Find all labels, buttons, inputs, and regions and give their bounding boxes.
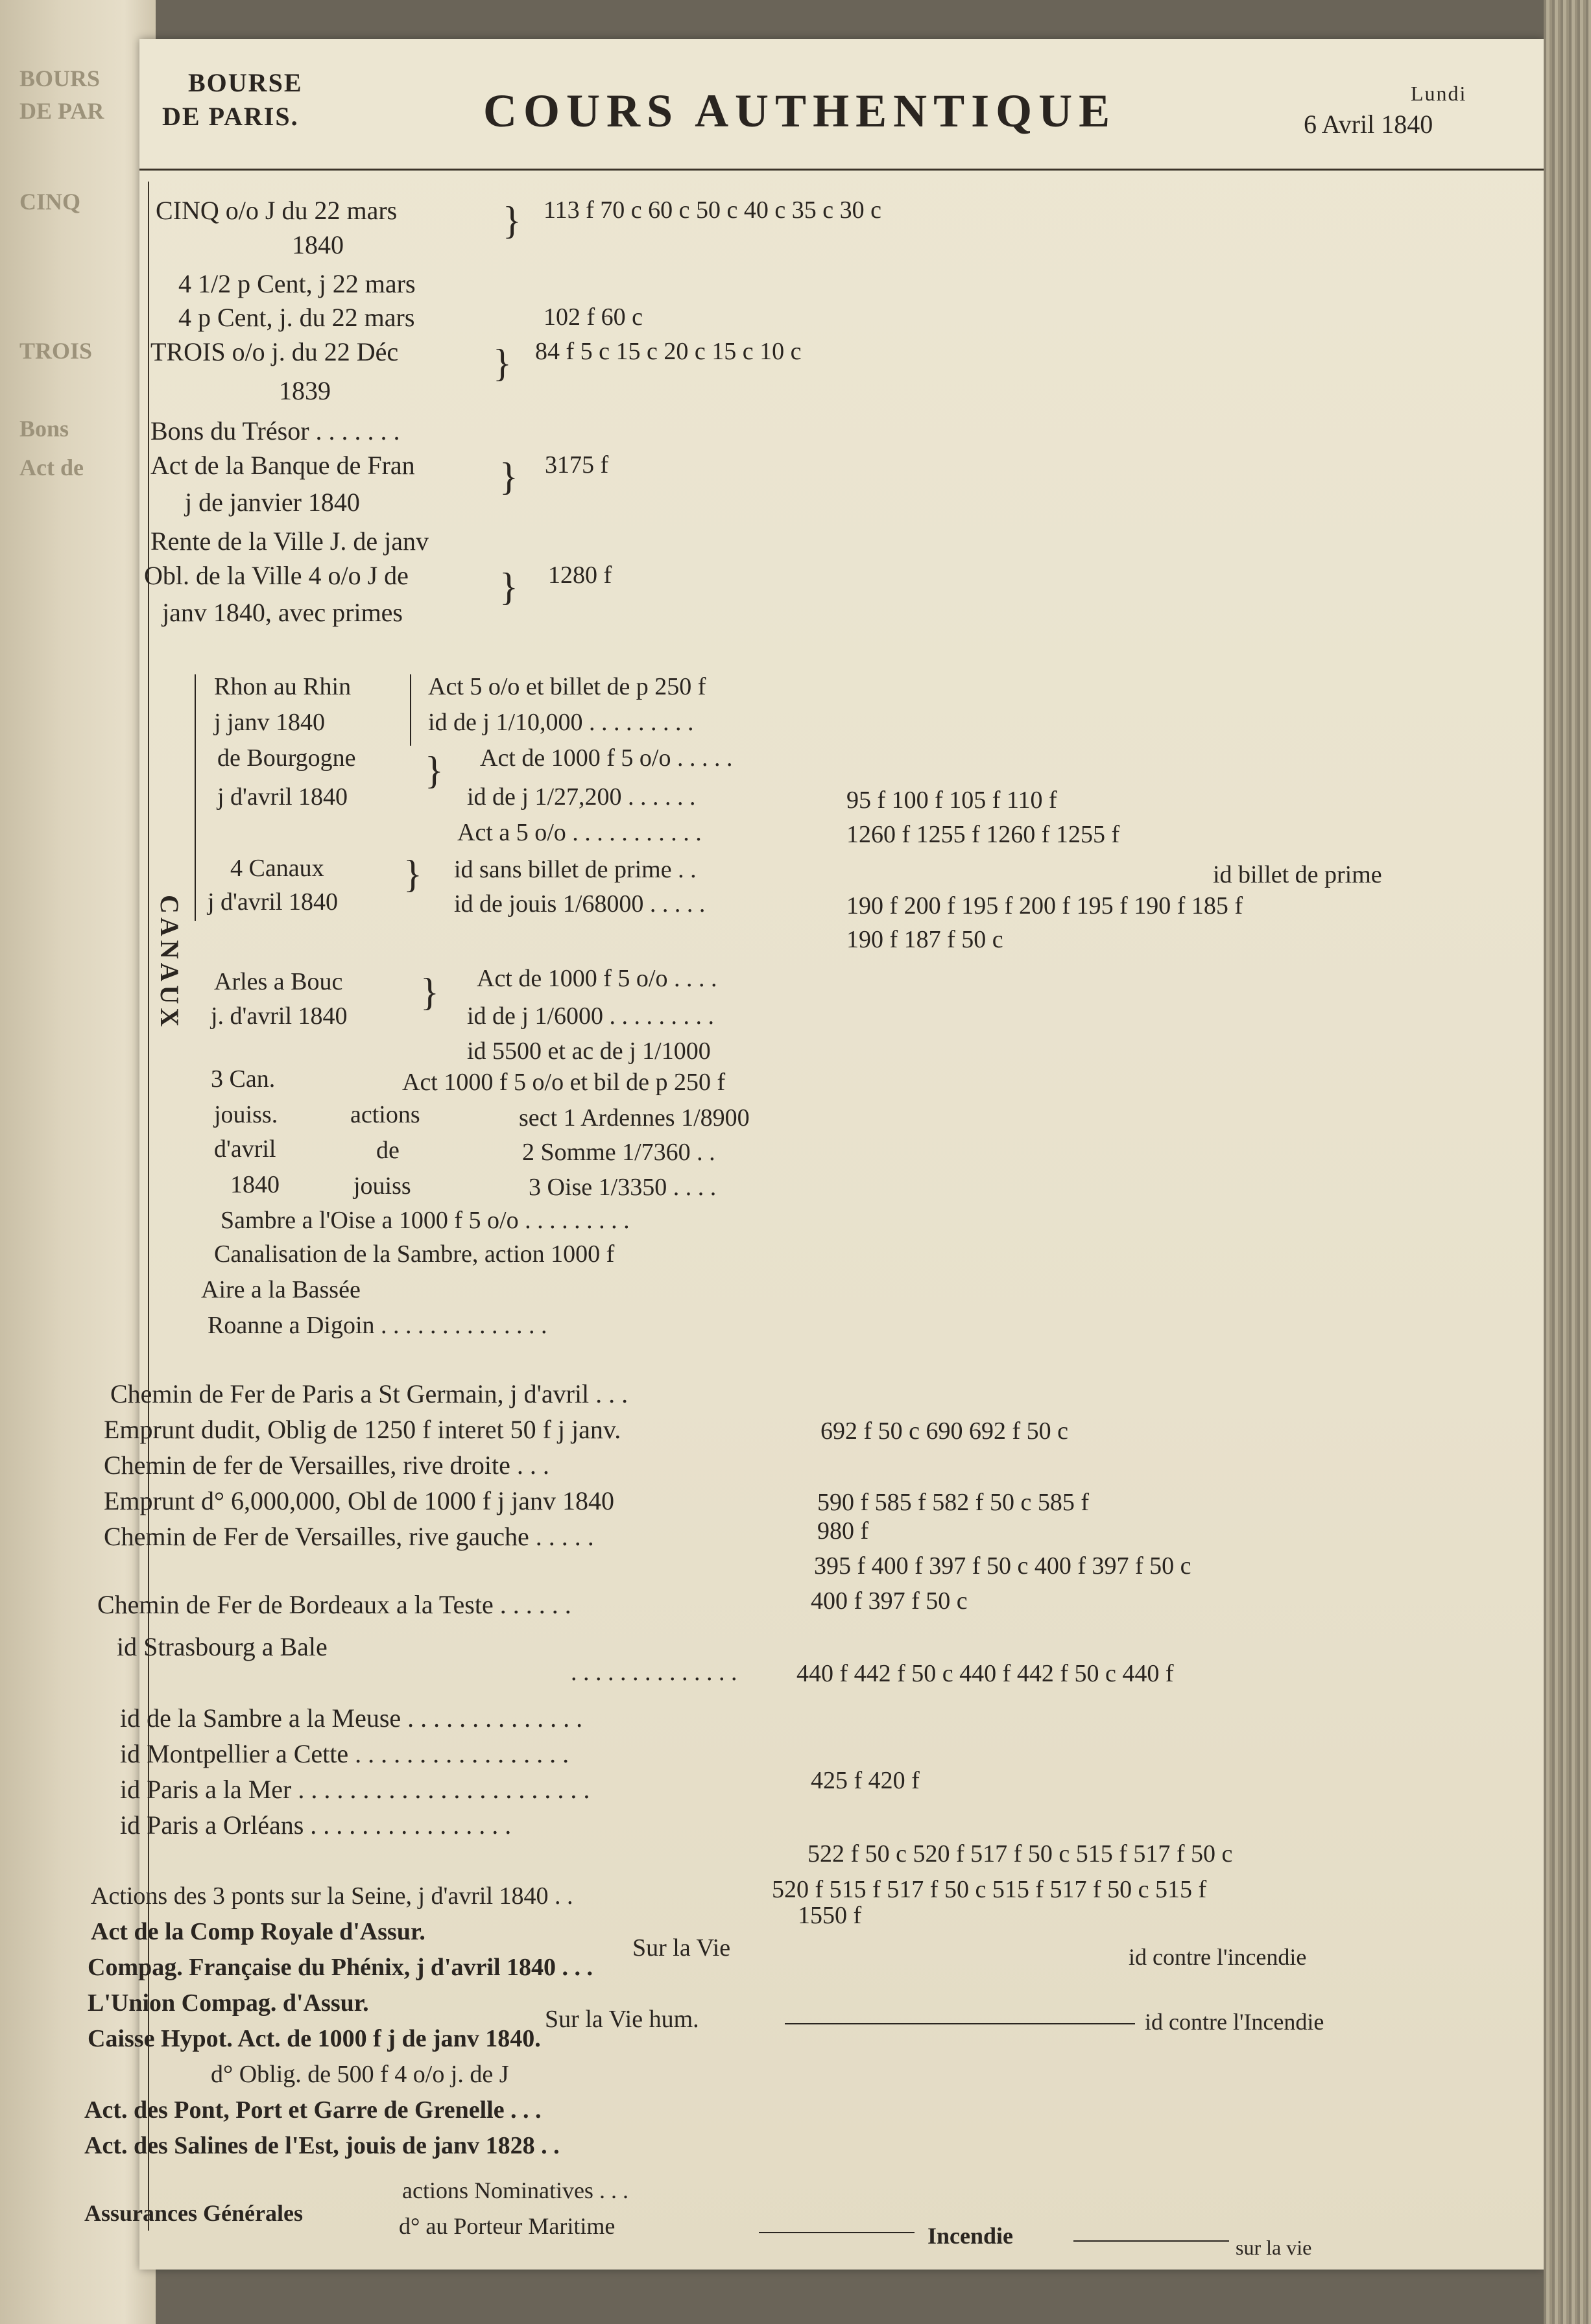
cf-versailles-emprunt-price: 980 f: [817, 1517, 869, 1545]
rente-cinq-price: 113 f 70 c 60 c 50 c 40 c 35 c 30 c: [544, 196, 881, 224]
previous-page-edge: BOURS DE PAR CINQ TROIS Bons Act de: [0, 0, 156, 2324]
canaux-section-label: CANAUX: [155, 895, 184, 1031]
canal-rhin-name: Rhon au Rhin: [214, 673, 352, 700]
rente-4-label: 4 p Cent, j. du 22 mars: [178, 303, 415, 332]
header-date: 6 Avril 1840: [1304, 110, 1433, 139]
pont-port-grenelle: Act. des Pont, Port et Garre de Grenelle . . .: [84, 2096, 542, 2124]
rente-ville-label: Rente de la Ville J. de janv: [150, 527, 429, 556]
cf-versailles-rg-price-1: 395 f 400 f 397 f 50 c 400 f 397 f 50 c: [814, 1552, 1191, 1580]
canal-arles-name: Arles a Bouc: [214, 968, 343, 995]
ponts-seine-price: 1550 f: [798, 1902, 862, 1929]
union-vie-hum: Sur la Vie hum.: [545, 2006, 699, 2033]
cf-versailles-emprunt: Emprunt d° 6,000,000, Obl de 1000 f j janv 1840: [104, 1486, 615, 1515]
canaux4-act-price: 1260 f 1255 f 1260 f 1255 f: [846, 821, 1120, 848]
rente-trois-price: 84 f 5 c 15 c 20 c 15 c 10 c: [535, 338, 802, 365]
cf-versailles-rd-price: 590 f 585 f 582 f 50 c 585 f: [817, 1489, 1089, 1516]
canal-bourgogne-date: j d'avril 1840: [217, 783, 348, 811]
canal-rhin-act: Act 5 o/o et billet de p 250 f: [428, 673, 706, 700]
canaux4-price-1: 190 f 200 f 195 f 200 f 195 f 190 f 185 f: [846, 892, 1243, 919]
three-canals-oise: 3 Oise 1/3350 . . . .: [529, 1174, 717, 1201]
three-canals-de: de: [376, 1137, 400, 1164]
cf-versailles-rg: Chemin de Fer de Versailles, rive gauche . . . . .: [104, 1522, 594, 1551]
comp-royale-incendie: id contre l'incendie: [1129, 1944, 1307, 1970]
rente-cinq-label: CINQ o/o J du 22 mars: [156, 196, 398, 225]
header-bourse: BOURSE: [188, 68, 303, 97]
canal-bourgogne-act: Act de 1000 f 5 o/o . . . . .: [480, 744, 733, 772]
three-canals-year: 1840: [230, 1171, 280, 1198]
cf-paris-orleans-price-2: 520 f 515 f 517 f 50 c 515 f 517 f 50 c 515 f: [772, 1876, 1207, 1903]
canal-sambre-oise: Sambre a l'Oise a 1000 f 5 o/o . . . . . . . . .: [221, 1207, 630, 1234]
banque-france-label: Act de la Banque de Fran: [150, 451, 415, 480]
canal-rhin-id: id de j 1/10,000 . . . . . . . . .: [428, 709, 694, 736]
three-canals-name: 3 Can.: [211, 1065, 276, 1093]
rente-4-price: 102 f 60 c: [544, 303, 643, 331]
cf-strasbourg-bale: id Strasbourg a Bale: [117, 1632, 328, 1661]
ponts-seine: Actions des 3 ponts sur la Seine, j d'avril 1840 . .: [91, 1882, 573, 1910]
cf-montpellier-cette: id Montpellier a Cette . . . . . . . . . . . . . . . . .: [120, 1739, 569, 1768]
three-canals-actions: actions: [350, 1101, 420, 1128]
canaux4-date: j d'avril 1840: [208, 888, 339, 916]
cf-st-germain-price: 692 f 50 c 690 692 f 50 c: [820, 1417, 1069, 1445]
comp-royale-vie: Sur la Vie: [632, 1934, 731, 1962]
caisse-hypot: Caisse Hypot. Act. de 1000 f j de janv 1840.: [88, 2025, 541, 2052]
book-page-stack: [1544, 0, 1591, 2324]
assurances-generales: Assurances Générales: [84, 2200, 303, 2226]
cf-versailles-rg-price-2: 400 f 397 f 50 c: [811, 1587, 968, 1615]
salines-est: Act. des Salines de l'Est, jouis de janv 1828 . .: [84, 2132, 560, 2159]
union-compag: L'Union Compag. d'Assur.: [88, 1989, 369, 2017]
cf-sambre-meuse: id de la Sambre a la Meuse . . . . . . . . . . . . . .: [120, 1703, 583, 1733]
canaux4-billet-prime: id billet de prime: [1213, 861, 1382, 888]
cf-paris-mer: id Paris a la Mer . . . . . . . . . . . . . . . . . . . . . . .: [120, 1775, 590, 1804]
bons-tresor-label: Bons du Trésor . . . . . . .: [150, 416, 400, 445]
cf-versailles-rd: Chemin de fer de Versailles, rive droite . . .: [104, 1451, 549, 1480]
actions-nominatives: actions Nominatives . . .: [402, 2177, 628, 2203]
three-canals-ardennes: sect 1 Ardennes 1/8900: [519, 1104, 750, 1132]
header-day: Lundi: [1411, 82, 1467, 105]
canal-aire-bassee: Aire a la Bassée: [201, 1276, 361, 1303]
canal-roanne-digoin: Roanne a Digoin . . . . . . . . . . . . . .: [208, 1312, 547, 1339]
rente-trois-label: TROIS o/o j. du 22 Déc: [150, 337, 399, 366]
banque-france-price: 3175 f: [545, 451, 609, 479]
rente-4-5-label: 4 1/2 p Cent, j 22 mars: [178, 269, 416, 298]
three-canals-jouiss: jouiss.: [214, 1101, 278, 1128]
canaux4-jouis: id de jouis 1/68000 . . . . .: [454, 890, 706, 918]
header-de-paris: DE PARIS.: [162, 102, 299, 131]
canal-canalisation-sambre: Canalisation de la Sambre, action 1000 f: [214, 1240, 615, 1268]
assurances-maritime: d° au Porteur Maritime: [399, 2213, 616, 2239]
canal-bourgogne-id: id de j 1/27,200 . . . . . .: [467, 783, 696, 811]
cf-st-germain: Chemin de Fer de Paris a St Germain, j d'avril . . .: [110, 1379, 628, 1408]
caisse-hypot-oblig: d° Oblig. de 500 f 4 o/o j. de J: [211, 2061, 509, 2088]
canal-arles-act: Act de 1000 f 5 o/o . . . .: [477, 965, 717, 992]
canal-bourgogne-name: de Bourgogne: [217, 744, 356, 772]
cf-bordeaux-teste: Chemin de Fer de Bordeaux a la Teste . . . . . .: [97, 1590, 571, 1619]
canal-arles-date: j. d'avril 1840: [211, 1002, 348, 1030]
canaux4-price-2: 190 f 187 f 50 c: [846, 926, 1003, 953]
assurances-incendie: Incendie: [927, 2223, 1014, 2249]
canaux4-name: 4 Canaux: [230, 855, 324, 882]
rente-cinq-year: 1840: [292, 230, 344, 259]
cf-paris-orleans-price-1: 522 f 50 c 520 f 517 f 50 c 515 f 517 f 50 c: [807, 1840, 1233, 1868]
canal-rhin-date: j janv 1840: [214, 709, 325, 736]
obl-ville-label: Obl. de la Ville 4 o/o J de: [144, 561, 409, 590]
canaux4-sans-billet: id sans billet de prime . .: [454, 856, 697, 883]
compag-phenix: Compag. Française du Phénix, j d'avril 1840 . . .: [88, 1954, 593, 1981]
union-incendie: id contre l'Incendie: [1145, 2009, 1324, 2035]
canal-bourgogne-price: 95 f 100 f 105 f 110 f: [846, 787, 1057, 814]
three-canals-avril: d'avril: [214, 1135, 276, 1163]
canaux4-act: Act a 5 o/o . . . . . . . . . . .: [457, 819, 702, 846]
cf-paris-mer-price: 425 f 420 f: [811, 1767, 920, 1794]
three-canals-somme: 2 Somme 1/7360 . .: [522, 1139, 715, 1166]
header-rule: [139, 169, 1544, 171]
page-title: COURS AUTHENTIQUE: [483, 85, 1117, 137]
cf-st-germain-emprunt: Emprunt dudit, Oblig de 1250 f interet 50 f j janv.: [104, 1415, 621, 1444]
canal-arles-id2: id 5500 et ac de j 1/1000: [467, 1038, 711, 1065]
banque-france-date: j de janvier 1840: [185, 488, 360, 517]
three-canals-act: Act 1000 f 5 o/o et bil de p 250 f: [402, 1069, 726, 1096]
obl-ville-primes: janv 1840, avec primes: [162, 598, 403, 627]
comp-royale-assur: Act de la Comp Royale d'Assur.: [91, 1918, 425, 1945]
canal-arles-id: id de j 1/6000 . . . . . . . . .: [467, 1002, 715, 1030]
cf-strasbourg-price: 440 f 442 f 50 c 440 f 442 f 50 c 440 f: [796, 1660, 1174, 1687]
obl-ville-price: 1280 f: [548, 562, 612, 589]
cf-paris-orleans: id Paris a Orléans . . . . . . . . . . . . . . . .: [120, 1810, 512, 1840]
three-canals-jouiss2: jouiss: [353, 1172, 411, 1200]
assurances-sur-la-vie: sur la vie: [1236, 2236, 1312, 2259]
cf-strasbourg-dots: . . . . . . . . . . . . . .: [571, 1659, 737, 1686]
rente-trois-year: 1839: [279, 376, 331, 405]
